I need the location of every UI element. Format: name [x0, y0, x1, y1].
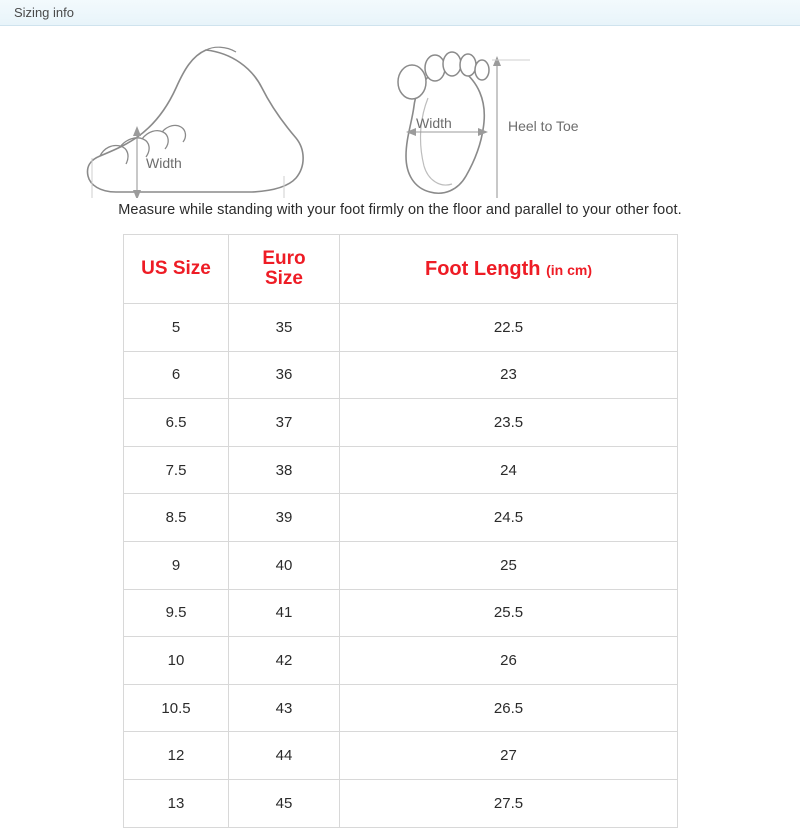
cell-euro-size: 44	[229, 732, 340, 780]
cell-us-size: 12	[124, 732, 229, 780]
table-row	[124, 304, 678, 352]
cell-euro-size: 37	[229, 399, 340, 447]
table-row	[124, 779, 678, 827]
cell-foot-length: 24.5	[340, 494, 678, 542]
table-row	[124, 446, 678, 494]
cell-foot-length: 26	[340, 637, 678, 685]
table-row	[124, 351, 678, 399]
right-foot-width-label: Width	[416, 115, 452, 131]
cell-us-size: 9	[124, 541, 229, 589]
top-view-footprint-icon	[398, 52, 579, 198]
cell-foot-length: 23	[340, 351, 678, 399]
cell-foot-length: 25	[340, 541, 678, 589]
cell-us-size: 8.5	[124, 494, 229, 542]
column-header-euro-line1: Euro	[262, 248, 306, 270]
size-chart-table	[123, 234, 678, 828]
cell-us-size: 6	[124, 351, 229, 399]
table-header-row	[124, 235, 678, 304]
cell-foot-length: 26.5	[340, 684, 678, 732]
cell-euro-size: 40	[229, 541, 340, 589]
cell-us-size: 10	[124, 637, 229, 685]
cell-foot-length: 22.5	[340, 304, 678, 352]
table-row	[124, 494, 678, 542]
table-row	[124, 637, 678, 685]
cell-foot-length: 23.5	[340, 399, 678, 447]
cell-euro-size: 35	[229, 304, 340, 352]
table-row	[124, 732, 678, 780]
table-row	[124, 541, 678, 589]
cell-foot-length: 27	[340, 732, 678, 780]
side-view-foot-icon	[88, 47, 304, 198]
cell-us-size: 13	[124, 779, 229, 827]
foot-measurement-diagram	[0, 26, 800, 198]
cell-euro-size: 41	[229, 589, 340, 637]
cell-us-size: 9.5	[124, 589, 229, 637]
cell-us-size: 6.5	[124, 399, 229, 447]
column-header-us-size: US Size	[124, 235, 229, 304]
right-foot-length-label: Heel to Toe	[508, 118, 579, 134]
column-header-foot-length-text: Foot Length	[425, 257, 541, 280]
cell-us-size: 10.5	[124, 684, 229, 732]
page-title: Sizing info	[14, 5, 74, 20]
cell-us-size: 7.5	[124, 446, 229, 494]
cell-euro-size: 38	[229, 446, 340, 494]
cell-euro-size: 45	[229, 779, 340, 827]
cell-euro-size: 43	[229, 684, 340, 732]
sizing-info-header	[0, 0, 800, 26]
cell-euro-size: 39	[229, 494, 340, 542]
table-row	[124, 399, 678, 447]
column-header-foot-length	[340, 235, 678, 304]
cell-us-size: 5	[124, 304, 229, 352]
left-foot-width-label: Width	[146, 155, 182, 171]
size-chart-table-container	[123, 234, 677, 828]
column-header-euro-size	[229, 235, 340, 304]
table-row	[124, 589, 678, 637]
measurement-instruction: Measure while standing with your foot firmly on the floor and parallel to your other foot.	[118, 202, 682, 218]
cell-foot-length: 27.5	[340, 779, 678, 827]
cell-euro-size: 36	[229, 351, 340, 399]
cell-euro-size: 42	[229, 637, 340, 685]
column-header-euro-line2: Size	[264, 268, 304, 289]
column-header-foot-length-unit: (in cm)	[546, 261, 592, 278]
cell-foot-length: 25.5	[340, 589, 678, 637]
cell-foot-length: 24	[340, 446, 678, 494]
table-row	[124, 684, 678, 732]
table-body	[124, 304, 678, 828]
